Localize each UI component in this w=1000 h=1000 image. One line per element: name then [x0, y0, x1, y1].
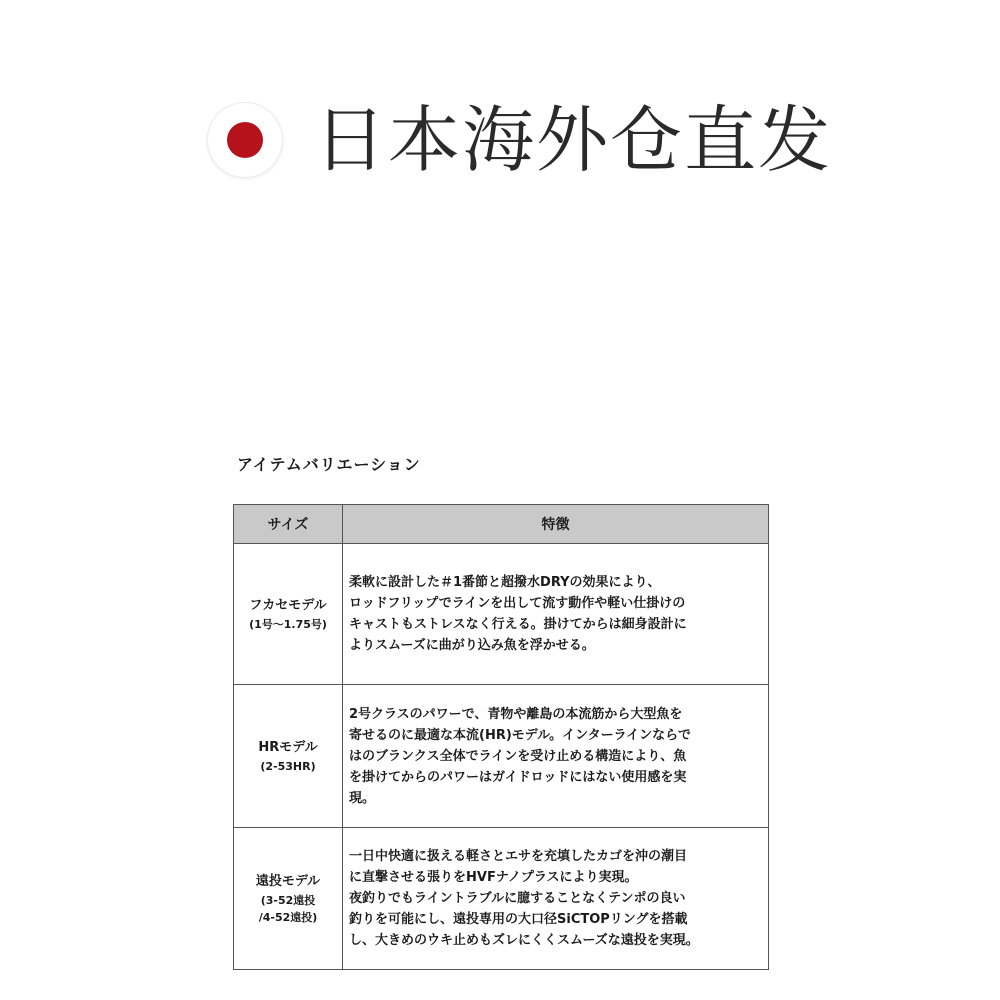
model-cell [234, 828, 343, 970]
header-size: サイズ [234, 505, 343, 544]
table-header-row [234, 505, 769, 544]
model-name: HRモデル [258, 739, 318, 755]
model-description: 柔軟に設計した＃1番節と超撥水DRYの効果により、 ロッドフリップでラインを出して流す動作や軽い仕掛けの キャストもストレスなく行える。掛けてからは細身設計に よりスムーズに曲がり込み魚を浮かせる。 [343, 544, 769, 685]
model-cell [234, 685, 343, 828]
model-description: 2号クラスのパワーで、青物や離島の本流筋から大型魚を 寄せるのに最適な本流(HR)モデル。インターラインならで はのブランクス全体でラインを受け止める構造により、魚 を掛けてからのパワーはガイドロッドにはない使用感を実 現。 [343, 685, 769, 828]
model-name: フカセモデル [249, 597, 327, 613]
model-name: 遠投モデル [255, 873, 321, 889]
section-title: アイテムバリエーション [237, 455, 421, 474]
banner [208, 100, 832, 180]
banner-title: 日本海外仓直发 [314, 98, 833, 182]
model-description: 一日中快適に扱える軽さとエサを充填したカゴを沖の潮目 に直撃させる張りをHVFナノプラスにより実現。 夜釣りでもライントラブルに臆することなくテンポの良い 釣りを可能にし、遠投専用の大口径SiCTOPリングを搭載 し、大きめのウキ止めもズレにくくスムーズな遠投を実現。 [343, 828, 769, 970]
table-row [234, 685, 769, 828]
table-row [234, 544, 769, 685]
model-sub: (1号〜1.75号) [249, 617, 327, 631]
model-sub: (3-52遠投 /4-52遠投) [258, 893, 318, 924]
flag-sun [227, 122, 263, 158]
japan-flag-icon [208, 103, 282, 177]
table-row [234, 828, 769, 970]
model-sub: (2-53HR) [260, 759, 316, 773]
header-features: 特徴 [343, 505, 769, 544]
item-variation-table [233, 504, 769, 970]
model-cell [234, 544, 343, 685]
